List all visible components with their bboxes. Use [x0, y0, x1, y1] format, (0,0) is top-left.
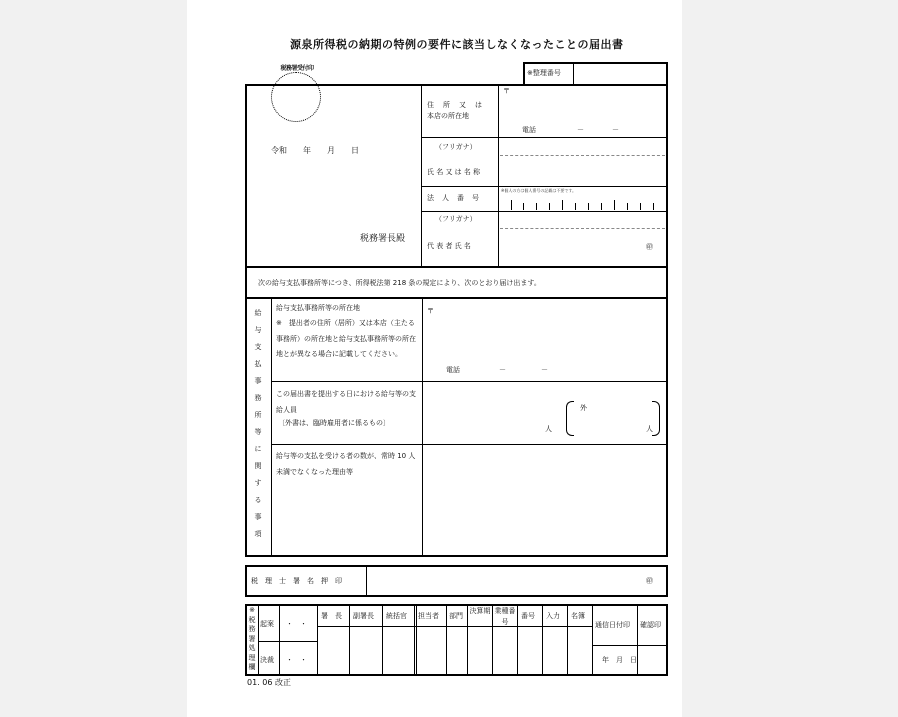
ref-number-field[interactable] — [575, 64, 665, 84]
address-label-2: 本店の所在地 — [427, 112, 469, 120]
employees-label: この届出書を提出する日における給与等の支給人員 — [276, 390, 416, 414]
office-address-note: ※ 提出者の住所（居所）又は本店（主たる事務所）の所在地と給与支払事務所等の所在地とが異なる場合に記載してください。 — [276, 319, 416, 358]
employees-note: 〔外書は、臨時雇用者に係るもの〕 — [278, 419, 390, 427]
statement-text: 次の給与支払事務所等につき、所得税法第 218 条の規定により、次のとおり届け出ます。 — [258, 279, 541, 287]
office-phone-label: 電話 — [446, 366, 460, 374]
row1-label: 起案 — [260, 620, 274, 628]
bracket-right — [652, 401, 660, 436]
people-unit-left: 人 — [545, 425, 552, 433]
form-title: 源泉所得税の納期の特例の要件に該当しなくなったことの届出書 — [290, 38, 624, 51]
office-address-field[interactable] — [436, 304, 661, 356]
office-postal-mark: 〒 — [427, 307, 434, 315]
outside-label: 外 — [580, 404, 587, 412]
people-unit-right: 人 — [646, 425, 653, 433]
postal-mark: 〒 — [503, 87, 510, 95]
row2-date-dots: ・ ・ — [286, 656, 307, 664]
date-label[interactable]: 令和 年 月 日 — [271, 146, 359, 155]
tax-accountant-field[interactable] — [369, 567, 639, 595]
office-use-vertical-label: ※税務署処理欄 — [248, 606, 256, 671]
address-field[interactable] — [512, 88, 662, 118]
employees-count-field[interactable] — [470, 415, 540, 437]
col-header-4: 部門 — [449, 612, 463, 620]
temp-employees-count-field[interactable] — [590, 412, 645, 434]
corp-number-note: ※個人の方は個人番号の記載は不要です。 — [501, 188, 577, 193]
revision-label: 01. 06 改正 — [247, 678, 291, 687]
col-header-9: 名簿 — [571, 612, 585, 620]
stamp-label: 税務署受付印 — [280, 65, 314, 72]
tax-accountant-label: 税 理 士 署 名 押 印 — [251, 577, 342, 585]
tax-accountant-seal-mark: ㊞ — [646, 577, 653, 585]
phone-label: 電話 — [522, 126, 536, 134]
tax-office-label: 税務署長殿 — [360, 234, 406, 244]
phone-dash: － － — [577, 126, 619, 134]
bracket-left — [566, 401, 574, 436]
reason-label: 給与等の支払を受ける者の数が、常時 10 人未満でなくなった理由等 — [276, 452, 416, 476]
col-header-3: 担当者 — [418, 612, 439, 620]
confirm-label: 確認印 — [640, 621, 661, 629]
rep-name-label: 代 表 者 氏 名 — [427, 242, 471, 250]
rep-name-field[interactable] — [502, 231, 642, 265]
ref-number-label: ※整理番号 — [527, 69, 561, 77]
name-label: 氏 名 又 は 名 称 — [427, 168, 481, 176]
col-header-1: 副署長 — [353, 612, 374, 620]
row1-date-dots: ・ ・ — [286, 620, 307, 628]
rep-furigana-label: （フリガナ） — [435, 215, 477, 223]
notice-date-label: 通信日付印 — [595, 621, 630, 629]
col-header-2: 統括官 — [386, 612, 407, 620]
office-phone-dash: － － — [499, 366, 548, 374]
col-header-0: 署 長 — [321, 612, 342, 620]
row2-label: 決裁 — [260, 656, 274, 664]
col-header-6: 業種番号 — [494, 607, 516, 626]
reason-field[interactable] — [425, 447, 665, 554]
office-address-label: 給与支払事務所等の所在地 — [276, 304, 360, 312]
corp-number-label: 法 人 番 号 — [427, 194, 480, 202]
ymd-label: 年 月 日 — [602, 656, 637, 664]
col-header-7: 番号 — [521, 612, 535, 620]
corp-number-field[interactable] — [500, 195, 665, 211]
address-label-1: 住 所 又 は — [427, 101, 483, 109]
reception-stamp-circle — [271, 72, 321, 122]
col-header-8: 入力 — [546, 612, 560, 620]
furigana-label: （フリガナ） — [435, 143, 477, 151]
payroll-vertical-label: 給与支払事務所等に関する事項 — [254, 309, 262, 538]
name-field[interactable] — [502, 158, 662, 184]
col-header-5: 決算期 — [469, 607, 491, 615]
seal-mark: ㊞ — [646, 243, 653, 251]
